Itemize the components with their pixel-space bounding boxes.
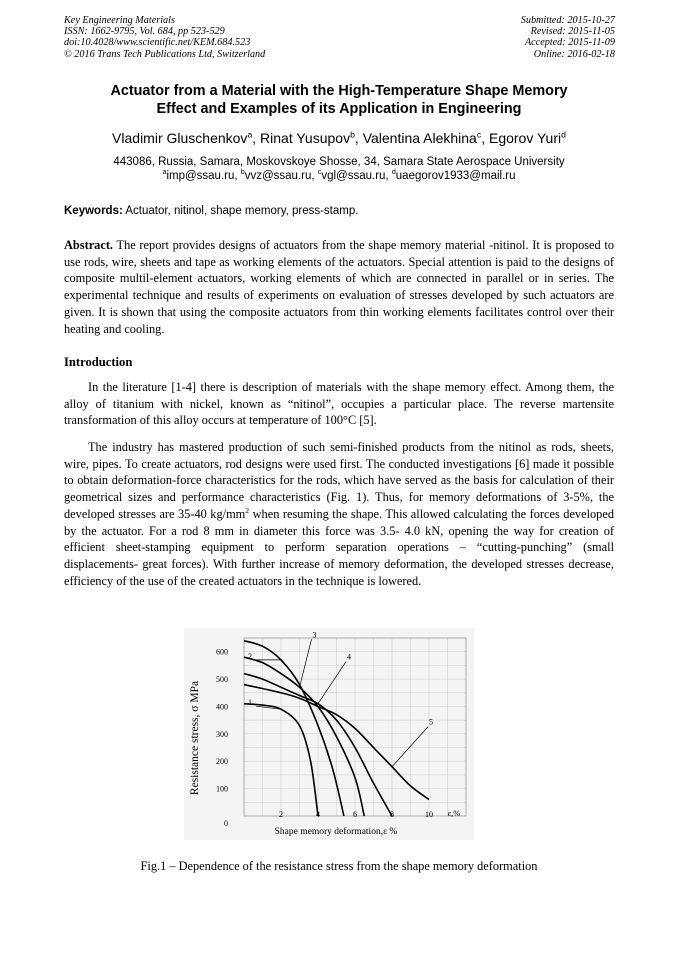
y-tick-label: 500 [216,675,228,685]
x-tick-label: 2 [279,810,283,819]
email-mark: b [240,167,245,176]
intro-paragraph-2 [64,439,614,589]
email-link[interactable]: vvz@ssau.ru [244,169,312,182]
author-mark: b [350,129,355,140]
publication-dates [521,15,615,60]
author-list: Vladimir Gluschenkov$^a$, Rinat Yusupov$^b$, Valentina Alekhina$^c$, Egorov Yuri$^d$ [112,129,566,146]
curve-label-2: 2 [248,651,252,661]
curve-label-4: 4 [347,652,351,662]
y-axis-label: Resistance stress, σ MPa [189,680,201,796]
intro-paragraph-1: In the literature [1-4] there is description of materials with the shape memory effect. Among them, the alloy of titanium with nickel, known as “nitinol”, occupies a particular place. The reverse martensite transformation of this alloy occurs at temperature of 100°C [5]. [64,380,614,428]
curve-label-1: 1 [248,698,252,708]
x-tick-label: 8 [390,810,394,819]
author-mark: a [247,129,253,140]
superscript-2: 2 [245,505,250,515]
paper-title [64,82,614,118]
doi: doi:10.4028/www.scientific.net/KEM.684.523 [64,37,251,49]
email-list: $^a$imp@ssau.ru, $^b$vvz@ssau.ru, $^c$vgl@ssau.ru, $^d$uaegorov1933@mail.ru [162,167,516,182]
introduction-heading: Introduction [64,355,133,369]
author-mark: d [561,129,566,140]
revised-date: Revised: 2015-11-05 [530,26,615,38]
email-link[interactable]: vgl@ssau.ru [321,169,386,182]
abstract [64,237,614,337]
figure-caption: Fig.1 – Dependence of the resistance stress from the shape memory deformation [140,859,538,873]
abstract-text: The report provides designs of actuators from the shape memory material -nitinol. It is proposed to use rods, wire, sheets and tape as working elements of the actuators. Special attention is paid to the designs of composite multil-element actuators, working elements of which are connected in parallel or in series. The experimental technique and results of experiments on evaluation of stresses developed by such actuators are given. It is shown that using the composite actuators from thin working elements facilitates control over their heating and cooling. [64,238,615,336]
email-link[interactable]: imp@ssau.ru [166,169,235,182]
y-tick-label: 200 [216,757,228,767]
copyright: © 2016 Trans Tech Publications Ltd, Switzerland [64,48,266,60]
x-tick-label: 6 [353,810,357,819]
email-mark: a [162,167,167,176]
x-axis-unit: ε,% [447,808,461,818]
intro-paragraph-2-part-a: The industry has mastered production of such semi-finished products from the nitinol as rods, sheets, wire, pipes. To create actuators, rod designs were used first. The conducted investigations [6] made it possible to obtain deformation-force characteristics for the rods, which have served as the basis for calculation of their geometrical sizes and performance characteristics (Fig. 1). Thus, for memory deformations of 3-5%, the developed stresses are 35-40 kg/mm [64,440,614,521]
author-mark: c [476,129,482,140]
y-tick-label: 600 [216,647,228,657]
online-date: Online: 2016-02-18 [533,48,615,60]
x-tick-label: 4 [316,810,320,819]
submitted-date: Submitted: 2015-10-27 [520,15,615,26]
y-tick-label: 0 [224,819,228,828]
curve-label-3: 3 [312,630,317,640]
journal-info [64,15,265,60]
accepted-date: Accepted: 2015-11-09 [524,37,615,49]
title-line-2: Effect and Examples of its Application in Engineering [156,101,522,117]
title-line-1: Actuator from a Material with the High-Temperature Shape Memory [110,83,568,99]
x-axis-label: Shape memory deformation,ε % [274,827,398,837]
y-tick-label: 400 [216,702,228,712]
y-tick-label: 300 [216,729,228,739]
author-name: Rinat Yusupov [260,130,351,146]
email-mark: d [391,167,396,176]
affiliation: 443086, Russia, Samara, Moskovskoye Shosse, 34, Samara State Aerospace University [113,156,565,168]
y-tick-label: 100 [216,784,228,794]
author-name: Vladimir Gluschenkov [112,130,248,146]
affiliation-block [64,156,614,183]
email-mark: c [317,167,322,176]
journal-name: Key Engineering Materials [64,15,175,26]
abstract-label: Abstract. [64,238,114,252]
stress-deformation-chart [184,628,474,840]
author-name: Valentina Alekhina [362,130,477,146]
intro-paragraph-2-part-b: when resuming the shape. This allowed calculating the forces developed by the actuator. For a rod 8 mm in diameter this force was 3.5- 4.0 kN, opening the way for creation of efficient sheet-stamping equipment to perform separation operations – “cutting-punching” (small displacements- great forces). With further increase of memory deformation, the developed stresses decrease, efficiency of the use of the created actuators in the technique is lowered. [64,506,614,588]
keywords [64,205,358,217]
curve-label-5: 5 [429,717,433,727]
keywords-text: Actuator, nitinol, shape memory, press-stamp. [125,205,359,217]
x-tick-label: 10 [425,810,433,819]
keywords-label: Keywords: [64,205,123,217]
author-name: Egorov Yuri [488,130,562,146]
issn: ISSN: 1662-9795, Vol. 684, pp 523-529 [64,26,225,38]
figure-1 [184,628,474,840]
email-link[interactable]: uaegorov1933@mail.ru [395,169,516,182]
